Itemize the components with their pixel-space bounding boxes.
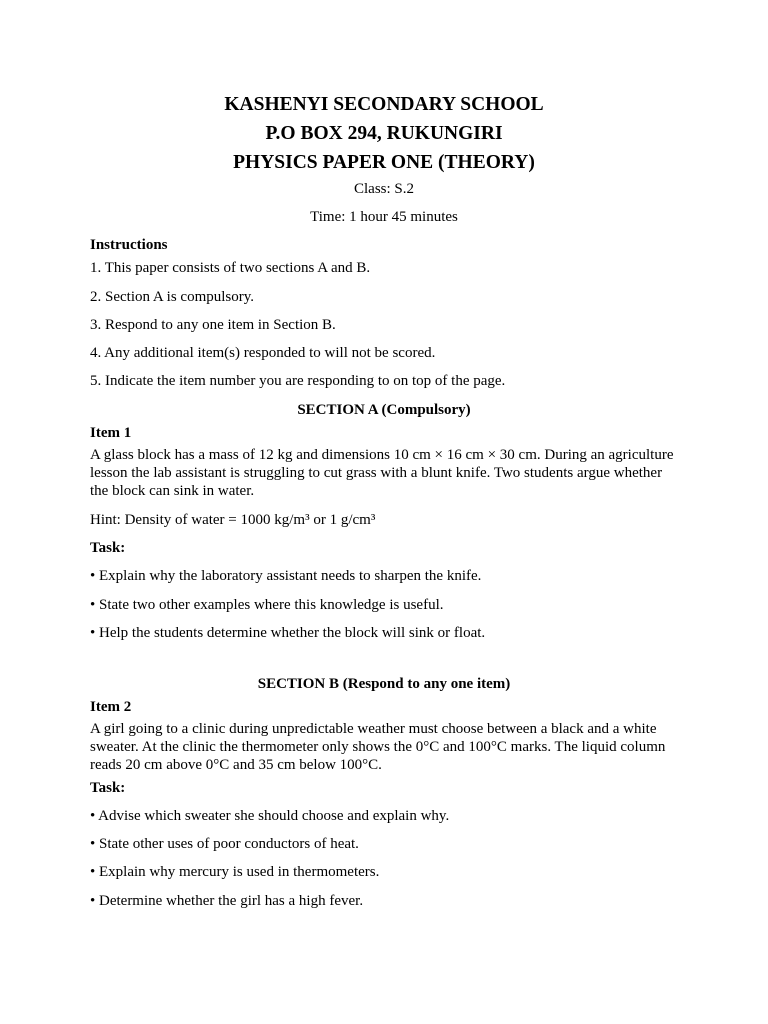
task-item: • Help the students determine whether the block will sink or float. — [90, 625, 486, 641]
section-b-title: SECTION B (Respond to any one item) — [257, 676, 511, 692]
instruction-item: 5. Indicate the item number you are responding to on top of the page. — [90, 373, 506, 389]
instruction-item: 3. Respond to any one item in Section B. — [90, 317, 336, 333]
section-a-title: SECTION A (Compulsory) — [297, 402, 471, 418]
item-1-task-label: Task: — [90, 540, 126, 556]
item-2-task-label: Task: — [90, 780, 126, 796]
task-item: • Advise which sweater she should choose and explain why. — [90, 808, 450, 824]
class-line: Class: S.2 — [353, 181, 414, 197]
item-2-label: Item 2 — [90, 699, 132, 715]
instruction-item: 1. This paper consists of two sections A and B. — [90, 260, 371, 276]
exam-header — [0, 90, 768, 177]
time-line: Time: 1 hour 45 minutes — [310, 209, 458, 225]
instruction-item: 4. Any additional item(s) responded to will not be scored. — [90, 345, 436, 361]
instructions-heading: Instructions — [90, 237, 168, 253]
item-2-scenario: A girl going to a clinic during unpredictable weather must choose between a black and a white sweater. At the clinic the thermometer only shows the 0°C and 100°C marks. The liquid column reads 20 cm above 0°C and 35 cm below 100°C. — [90, 721, 666, 774]
school-address: P.O BOX 294, RUKUNGIRI — [265, 123, 503, 144]
task-item: • State two other examples where this knowledge is useful. — [90, 597, 444, 613]
task-item: • State other uses of poor conductors of heat. — [90, 836, 359, 852]
task-item: • Determine whether the girl has a high fever. — [90, 893, 364, 909]
paper-title: PHYSICS PAPER ONE (THEORY) — [233, 152, 535, 173]
item-1-hint: Hint: Density of water = 1000 kg/m³ or 1 g/cm³ — [90, 512, 376, 528]
school-name: KASHENYI SECONDARY SCHOOL — [224, 94, 544, 115]
task-item: • Explain why the laboratory assistant needs to sharpen the knife. — [90, 568, 482, 584]
instruction-item: 2. Section A is compulsory. — [90, 289, 255, 305]
item-1-scenario: A glass block has a mass of 12 kg and dimensions 10 cm × 16 cm × 30 cm. During an agriculture lesson the lab assistant is struggling to cut grass with a blunt knife. Two students argue whether the block can sink in water. — [90, 447, 674, 500]
task-item: • Explain why mercury is used in thermometers. — [90, 864, 380, 880]
item-1-label: Item 1 — [90, 425, 132, 441]
